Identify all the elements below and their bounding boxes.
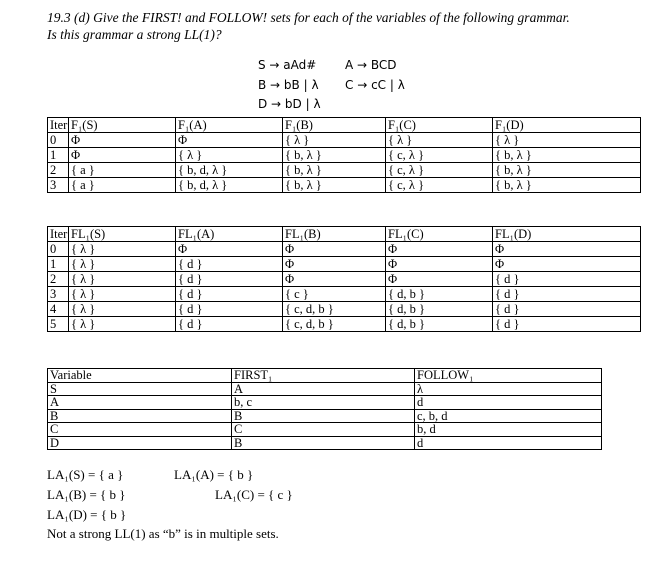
header-cell: FOLLOW₁ bbox=[415, 369, 602, 383]
table-cell: { b, λ } bbox=[283, 163, 386, 178]
table-cell: { λ } bbox=[69, 302, 176, 317]
table-cell: 2 bbox=[48, 163, 69, 178]
table-cell: D bbox=[48, 436, 232, 450]
table-cell: { d } bbox=[176, 272, 283, 287]
table-cell: { a } bbox=[69, 178, 176, 193]
table-cell: { c, d, b } bbox=[283, 317, 386, 332]
table-cell: { c, λ } bbox=[386, 178, 493, 193]
table-row bbox=[48, 287, 641, 302]
lookahead-b: LA₁(B) = { b } bbox=[47, 487, 126, 502]
table-cell: { λ } bbox=[386, 133, 493, 148]
table-row bbox=[48, 133, 641, 148]
follow-sets-table bbox=[47, 226, 641, 332]
header-cell: F₁(C) bbox=[386, 118, 493, 133]
table-cell: c, b, d bbox=[415, 409, 602, 423]
table-cell: 2 bbox=[48, 272, 69, 287]
table-cell: { λ } bbox=[69, 272, 176, 287]
table-cell: { c, λ } bbox=[386, 163, 493, 178]
header-cell: FL₁(B) bbox=[283, 227, 386, 242]
table-cell: { b, λ } bbox=[283, 148, 386, 163]
table-cell: 4 bbox=[48, 302, 69, 317]
header-cell: F₁(D) bbox=[493, 118, 641, 133]
header-cell: FL₁(A) bbox=[176, 227, 283, 242]
question-line-1: 19.3 (d) Give the FIRST! and FOLLOW! sets for each of the variables of the following grammar. bbox=[47, 10, 570, 25]
table-row bbox=[48, 396, 602, 410]
table-cell: Φ bbox=[386, 272, 493, 287]
table-cell: Φ bbox=[283, 272, 386, 287]
table-cell: B bbox=[232, 409, 415, 423]
table-cell: Φ bbox=[69, 133, 176, 148]
table-cell: { λ } bbox=[69, 257, 176, 272]
table-cell: { b, λ } bbox=[493, 148, 641, 163]
table-row bbox=[48, 257, 641, 272]
table-header-row bbox=[48, 369, 602, 383]
table-cell: { λ } bbox=[69, 242, 176, 257]
table-row bbox=[48, 178, 641, 193]
table-cell: Φ bbox=[176, 242, 283, 257]
table-cell: 3 bbox=[48, 178, 69, 193]
table-row bbox=[48, 382, 602, 396]
grammar-a-rule: A → BCD bbox=[345, 58, 397, 72]
table-cell: { d, b } bbox=[386, 287, 493, 302]
grammar-b-rule: B → bB | λ bbox=[258, 78, 319, 92]
table-cell: Φ bbox=[386, 257, 493, 272]
table-cell: { d } bbox=[176, 302, 283, 317]
table-cell: C bbox=[48, 423, 232, 437]
table-cell: { d } bbox=[176, 317, 283, 332]
table-cell: b, d bbox=[415, 423, 602, 437]
table-cell: { λ } bbox=[493, 133, 641, 148]
grammar-c-rule: C → cC | λ bbox=[345, 78, 405, 92]
table-cell: { c, d, b } bbox=[283, 302, 386, 317]
table-row bbox=[48, 163, 641, 178]
header-cell: F₁(B) bbox=[283, 118, 386, 133]
conclusion-text: Not a strong LL(1) as “b” is in multiple sets. bbox=[47, 526, 279, 541]
table-cell: { λ } bbox=[69, 287, 176, 302]
table-cell: { b, λ } bbox=[283, 178, 386, 193]
table-cell: { d, b } bbox=[386, 302, 493, 317]
question-line-2: Is this grammar a strong LL(1)? bbox=[47, 27, 222, 42]
grammar-s-rule: S → aAd# bbox=[258, 58, 317, 72]
grammar-d-rule: D → bD | λ bbox=[258, 97, 321, 111]
table-cell: { d } bbox=[176, 287, 283, 302]
header-cell: F₁(S) bbox=[69, 118, 176, 133]
summary-table bbox=[47, 368, 602, 450]
table-cell: Φ bbox=[493, 257, 641, 272]
table-cell: { c, λ } bbox=[386, 148, 493, 163]
table-cell: B bbox=[48, 409, 232, 423]
table-cell: Φ bbox=[176, 133, 283, 148]
lookahead-s: LA₁(S) = { a } bbox=[47, 467, 124, 482]
table-cell: 3 bbox=[48, 287, 69, 302]
table-row bbox=[48, 242, 641, 257]
table-cell: d bbox=[415, 396, 602, 410]
header-cell: Iter bbox=[48, 118, 69, 133]
table-cell: 0 bbox=[48, 133, 69, 148]
table-cell: { c } bbox=[283, 287, 386, 302]
table-row bbox=[48, 409, 602, 423]
header-cell: FL₁(S) bbox=[69, 227, 176, 242]
lookahead-d: LA₁(D) = { b } bbox=[47, 507, 127, 522]
header-cell: F₁(A) bbox=[176, 118, 283, 133]
table-cell: { d } bbox=[493, 287, 641, 302]
table-row bbox=[48, 148, 641, 163]
table-cell: { d } bbox=[493, 302, 641, 317]
table-cell: { d } bbox=[176, 257, 283, 272]
table-cell: { a } bbox=[69, 163, 176, 178]
table-cell: { d } bbox=[493, 317, 641, 332]
table-cell: Φ bbox=[386, 242, 493, 257]
table-cell: S bbox=[48, 382, 232, 396]
table-header-row bbox=[48, 118, 641, 133]
table-cell: 0 bbox=[48, 242, 69, 257]
table-cell: { b, λ } bbox=[493, 178, 641, 193]
first-sets-table bbox=[47, 117, 641, 193]
table-cell: 5 bbox=[48, 317, 69, 332]
header-cell: Variable bbox=[48, 369, 232, 383]
table-cell: { d, b } bbox=[386, 317, 493, 332]
table-row bbox=[48, 436, 602, 450]
table-cell: { λ } bbox=[283, 133, 386, 148]
table-cell: B bbox=[232, 436, 415, 450]
header-cell: FIRST₁ bbox=[232, 369, 415, 383]
table-cell: Φ bbox=[493, 242, 641, 257]
table-header-row bbox=[48, 227, 641, 242]
table-cell: A bbox=[232, 382, 415, 396]
lookahead-c: LA₁(C) = { c } bbox=[215, 487, 293, 502]
table-cell: { b, d, λ } bbox=[176, 163, 283, 178]
table-cell: A bbox=[48, 396, 232, 410]
header-cell: FL₁(D) bbox=[493, 227, 641, 242]
table-cell: { b, λ } bbox=[493, 163, 641, 178]
lookahead-a: LA₁(A) = { b } bbox=[174, 467, 254, 482]
table-cell: 1 bbox=[48, 148, 69, 163]
table-cell: 1 bbox=[48, 257, 69, 272]
header-cell: Iter bbox=[48, 227, 69, 242]
table-row bbox=[48, 272, 641, 287]
table-cell: b, c bbox=[232, 396, 415, 410]
table-row bbox=[48, 317, 641, 332]
table-cell: d bbox=[415, 436, 602, 450]
table-cell: λ bbox=[415, 382, 602, 396]
table-cell: Φ bbox=[283, 257, 386, 272]
table-row bbox=[48, 423, 602, 437]
table-cell: Φ bbox=[283, 242, 386, 257]
header-cell: FL₁(C) bbox=[386, 227, 493, 242]
table-cell: { d } bbox=[493, 272, 641, 287]
table-cell: C bbox=[232, 423, 415, 437]
table-cell: { b, d, λ } bbox=[176, 178, 283, 193]
table-cell: { λ } bbox=[176, 148, 283, 163]
table-cell: Φ bbox=[69, 148, 176, 163]
table-cell: { λ } bbox=[69, 317, 176, 332]
table-row bbox=[48, 302, 641, 317]
